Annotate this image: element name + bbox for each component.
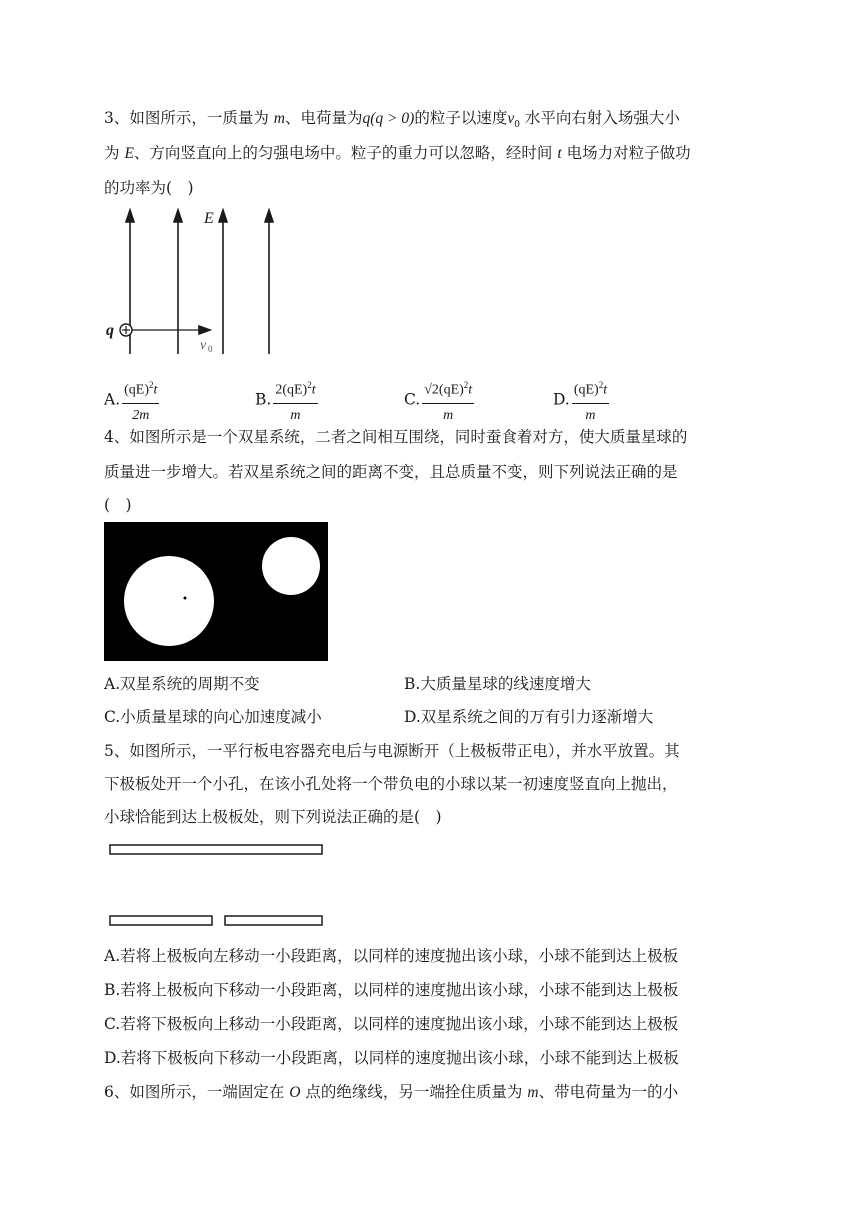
q6-line-1: 6、如图所示，一端固定在 O 点的绝缘线，另一端拴住质量为 m、带电荷量为一的小 [104, 1083, 679, 1101]
var-v0: v [507, 110, 515, 127]
q5-option-c[interactable]: C.若将下极板向上移动一小段距离，以同样的速度抛出该小球，小球不能到达上极板 [104, 1015, 679, 1033]
upper-plate [110, 845, 322, 854]
q4-line-2: 质量进一步增大。若双星系统之间的距离不变，且总质量不变，则下列说法正确的是 [104, 463, 678, 481]
charge-q-label: q [106, 322, 114, 339]
q4-option-d[interactable]: D.双星系统之间的万有引力逐渐增大 [404, 708, 654, 726]
var-m: m [527, 1084, 539, 1101]
velocity-v0-sub: 0 [208, 344, 213, 354]
q5-line-1: 5、如图所示，一平行板电容器充电后与电源断开（上极板带正电），并水平放置。其 [104, 742, 680, 760]
small-star [262, 537, 320, 595]
q4-line-1: 4、如图所示是一个双星系统，二者之间相互围绕，同时蚕食着对方，使大质量星球的 [104, 428, 688, 446]
var-t: t [557, 145, 562, 162]
q5-line-2: 下极板处开一个小孔，在该小孔处将一个带负电的小球以某一初速度竖直向上抛出， [104, 775, 678, 793]
q3-option-b[interactable]: B. $\frac{2(qE)^2t}{m}$ [255, 374, 318, 427]
var-q-condition: q(q > 0) [362, 110, 415, 127]
large-star [124, 556, 214, 646]
q3-line-3: 的功率为( ) [104, 179, 194, 197]
field-E-label: E [204, 210, 214, 227]
q4-option-b[interactable]: B.大质量星球的线速度增大 [404, 675, 591, 693]
q4-line-3: ( ) [104, 496, 132, 514]
q3-option-a[interactable]: A. $\frac{(qE)^2t}{2m}$ [104, 374, 159, 427]
q3-option-c[interactable]: C. $\frac{√2(qE)^2t}{m}$ [404, 374, 474, 427]
q4-option-c[interactable]: C.小质量星球的向心加速度减小 [104, 708, 322, 726]
q3-line-1: 3、如图所示，一质量为 m、电荷量为q(q > 0)的粒子以速度$v_0$ 水平向右射入场强大小 [104, 109, 680, 131]
q5-option-b[interactable]: B.若将上极板向下移动一小段距离，以同样的速度抛出该小球，小球不能到达上极板 [104, 981, 679, 999]
q5-option-a[interactable]: A.若将上极板向左移动一小段距离，以同样的速度抛出该小球，小球不能到达上极板 [104, 947, 679, 965]
q5-line-3: 小球恰能到达上极板处，则下列说法正确的是( ) [104, 808, 442, 826]
q4-option-a[interactable]: A.双星系统的周期不变 [104, 675, 260, 693]
q5-option-d[interactable]: D.若将下极板向下移动一小段距离，以同样的速度抛出该小球，小球不能到达上极板 [104, 1049, 679, 1067]
electric-field-figure [104, 208, 284, 358]
capacitor-figure [104, 840, 328, 930]
binary-star-figure [104, 522, 328, 661]
q3-line-2: 为 E、方向竖直向上的匀强电场中。粒子的重力可以忽略，经时间 t 电场力对粒子做功 [104, 144, 691, 162]
velocity-v0-label: v [200, 338, 207, 353]
lower-plate-right [225, 916, 322, 925]
var-E: E [124, 145, 134, 162]
q3-option-d[interactable]: D. $\frac{(qE)^2t}{m}$ [553, 374, 609, 427]
var-O: O [289, 1084, 301, 1101]
lower-plate-left [110, 916, 212, 925]
var-m: m [273, 110, 285, 127]
